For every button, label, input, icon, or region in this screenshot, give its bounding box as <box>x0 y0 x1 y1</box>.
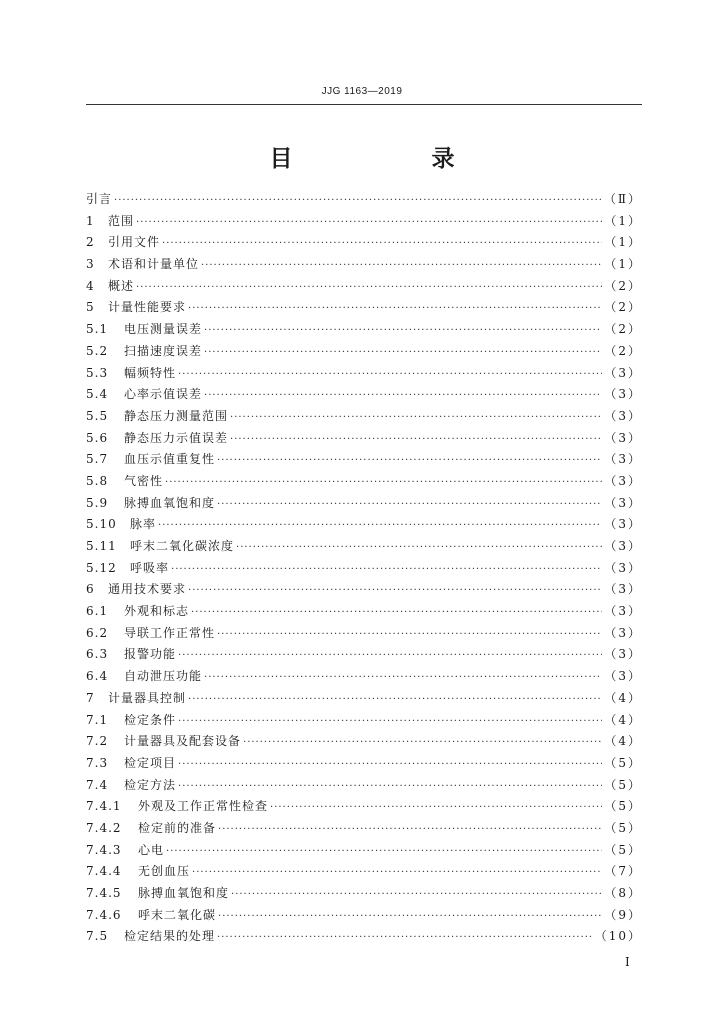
toc-entry-label: 引言 <box>86 192 113 206</box>
toc-leader-dots <box>204 325 602 336</box>
table-of-contents <box>86 190 642 949</box>
header-divider <box>86 104 642 105</box>
toc-entry-page: （3） <box>604 517 642 532</box>
toc-entry-number: 5.4 <box>86 387 109 402</box>
toc-entry-label: 外观和标志 <box>124 604 190 619</box>
toc-entry-page: （7） <box>604 864 642 879</box>
toc-entry[interactable] <box>86 645 642 667</box>
toc-leader-dots <box>231 889 602 900</box>
toc-entry-label: 检定方法 <box>124 777 177 792</box>
toc-entry-label: 心率示值误差 <box>124 387 203 402</box>
toc-entry-label: 外观及工作正常性检查 <box>138 799 269 814</box>
toc-entry[interactable] <box>86 754 642 776</box>
toc-leader-dots <box>158 520 602 531</box>
toc-entry-label: 幅频特性 <box>124 365 177 380</box>
toc-entry-number: 5.6 <box>86 430 109 445</box>
toc-entry-page: （1） <box>604 257 642 272</box>
toc-entry-page: （9） <box>604 907 642 922</box>
toc-entry-number: 7.4.4 <box>86 864 122 879</box>
toc-leader-dots <box>217 629 602 640</box>
toc-entry-label: 呼末二氧化碳浓度 <box>130 539 235 553</box>
toc-entry-number: 5.3 <box>86 365 109 380</box>
toc-entry-number: 7.4.3 <box>86 842 122 857</box>
toc-entry-page: （3） <box>604 582 642 597</box>
toc-leader-dots <box>217 932 593 943</box>
toc-entry[interactable] <box>86 429 642 451</box>
toc-entry-number: 6.3 <box>86 647 109 662</box>
toc-entry-label: 检定前的准备 <box>138 820 217 835</box>
toc-entry-page: （Ⅱ） <box>603 192 642 206</box>
toc-entry-label: 计量器具及配套设备 <box>124 734 242 749</box>
toc-entry-page: （5） <box>604 820 642 835</box>
toc-entry-page: （3） <box>604 452 642 467</box>
toc-entry[interactable] <box>86 841 642 863</box>
toc-entry[interactable] <box>86 580 642 602</box>
toc-entry-label: 检定结果的处理 <box>124 929 216 944</box>
toc-entry[interactable] <box>86 776 642 798</box>
toc-entry[interactable] <box>86 732 642 754</box>
toc-entry-page: （3） <box>604 539 642 553</box>
toc-entry-page: （2） <box>604 343 642 358</box>
toc-entry-label: 心电 <box>138 842 165 857</box>
toc-entry-label: 概述 <box>108 278 135 293</box>
toc-leader-dots <box>192 867 602 878</box>
toc-entry-page: （3） <box>604 669 642 684</box>
toc-entry-page: （5） <box>604 799 642 814</box>
toc-entry[interactable] <box>86 407 642 429</box>
toc-entry-number: 3 <box>86 257 95 272</box>
toc-leader-dots <box>204 390 602 401</box>
toc-entry-page: （3） <box>604 647 642 662</box>
toc-entry[interactable] <box>86 212 642 234</box>
toc-leader-dots <box>204 347 602 358</box>
toc-leader-dots <box>178 650 602 661</box>
toc-leader-dots <box>166 846 602 857</box>
toc-leader-dots <box>230 412 602 423</box>
toc-entry-number: 7.4.2 <box>86 820 122 835</box>
toc-entry-page: （5） <box>604 755 642 770</box>
toc-entry-label: 静态压力示值误差 <box>124 430 229 445</box>
toc-entry-label: 通用技术要求 <box>108 582 187 597</box>
toc-entry-label: 扫描速度误差 <box>124 343 203 358</box>
toc-entry[interactable] <box>86 255 642 277</box>
toc-entry[interactable] <box>86 537 642 559</box>
toc-leader-dots <box>236 542 602 553</box>
toc-entry[interactable] <box>86 364 642 386</box>
toc-leader-dots <box>270 802 602 813</box>
toc-leader-dots <box>188 303 602 314</box>
toc-entry-number: 7.5 <box>86 929 109 944</box>
toc-leader-dots <box>178 369 602 380</box>
toc-entry[interactable] <box>86 342 642 364</box>
toc-entry[interactable] <box>86 277 642 299</box>
toc-leader-dots <box>218 911 602 922</box>
toc-entry-number: 5.2 <box>86 343 109 358</box>
toc-entry-page: （3） <box>604 560 642 575</box>
toc-entry-label: 计量器具控制 <box>108 690 187 705</box>
toc-leader-dots <box>201 260 602 271</box>
toc-leader-dots <box>217 455 602 466</box>
toc-entry-number: 7.4.1 <box>86 799 122 814</box>
toc-entry[interactable] <box>86 385 642 407</box>
toc-leader-dots <box>114 195 602 206</box>
toc-entry-label: 脉搏血氧饱和度 <box>124 495 216 510</box>
toc-entry[interactable] <box>86 472 642 494</box>
toc-leader-dots <box>178 781 602 792</box>
page-title: 目 录 <box>269 145 513 172</box>
toc-entry[interactable] <box>86 515 642 537</box>
toc-entry[interactable] <box>86 450 642 472</box>
toc-entry-number: 7.4.6 <box>86 907 122 922</box>
toc-entry[interactable] <box>86 494 642 516</box>
toc-entry-page: （3） <box>604 365 642 380</box>
toc-entry-page: （4） <box>604 690 642 705</box>
toc-entry-page: （2） <box>604 300 642 315</box>
toc-entry-label: 静态压力测量范围 <box>124 408 229 423</box>
toc-entry-number: 5.8 <box>86 473 109 488</box>
toc-entry[interactable] <box>86 797 642 819</box>
toc-entry[interactable] <box>86 689 642 711</box>
toc-entry-number: 5.7 <box>86 452 109 467</box>
toc-entry[interactable] <box>86 190 642 212</box>
toc-entry[interactable] <box>86 298 642 320</box>
toc-entry-number: 7.4 <box>86 777 109 792</box>
toc-entry-number: 5.12 <box>86 560 117 575</box>
toc-entry-page: （3） <box>604 387 642 402</box>
toc-entry-page: （1） <box>604 213 642 228</box>
toc-entry-number: 6.2 <box>86 625 109 640</box>
toc-entry-page: （10） <box>594 929 642 944</box>
toc-leader-dots <box>243 737 602 748</box>
toc-entry-label: 无创血压 <box>138 864 191 879</box>
toc-leader-dots <box>136 217 602 228</box>
toc-entry-number: 5.11 <box>86 539 117 553</box>
toc-leader-dots <box>178 716 602 727</box>
toc-entry-page: （3） <box>604 430 642 445</box>
page-number: Ⅰ <box>625 955 630 969</box>
toc-entry[interactable] <box>86 559 642 581</box>
toc-entry-label: 电压测量误差 <box>124 322 203 337</box>
toc-entry-number: 5.5 <box>86 408 109 423</box>
toc-entry-page: （4） <box>604 734 642 749</box>
toc-leader-dots <box>191 607 602 618</box>
toc-leader-dots <box>178 759 602 770</box>
toc-leader-dots <box>136 282 602 293</box>
toc-entry-page: （3） <box>604 473 642 488</box>
toc-entry[interactable] <box>86 927 642 949</box>
toc-entry-number: 5 <box>86 300 95 315</box>
toc-entry-label: 报警功能 <box>124 647 177 662</box>
toc-leader-dots <box>230 434 602 445</box>
toc-entry-number: 6.1 <box>86 604 109 619</box>
toc-entry-number: 7.4.5 <box>86 886 122 900</box>
toc-entry-page: （8） <box>604 886 642 900</box>
toc-entry-number: 7.3 <box>86 755 109 770</box>
toc-entry[interactable] <box>86 233 642 255</box>
toc-entry[interactable] <box>86 667 642 689</box>
toc-entry-label: 引用文件 <box>108 235 161 250</box>
toc-leader-dots <box>165 477 602 488</box>
toc-entry[interactable] <box>86 624 642 646</box>
toc-entry-number: 5.10 <box>86 517 117 532</box>
toc-entry-number: 2 <box>86 235 95 250</box>
toc-entry-label: 术语和计量单位 <box>108 257 200 272</box>
toc-entry[interactable] <box>86 906 642 928</box>
toc-leader-dots <box>218 824 602 835</box>
toc-leader-dots <box>188 585 602 596</box>
toc-entry[interactable] <box>86 862 642 884</box>
toc-entry-page: （5） <box>604 777 642 792</box>
toc-entry-number: 6.4 <box>86 669 109 684</box>
toc-entry-label: 脉率 <box>130 517 157 532</box>
toc-entry-number: 7 <box>86 690 95 705</box>
toc-entry-page: （3） <box>604 495 642 510</box>
toc-entry[interactable] <box>86 320 642 342</box>
toc-entry-page: （3） <box>604 604 642 619</box>
toc-entry-number: 5.9 <box>86 495 109 510</box>
toc-leader-dots <box>171 564 602 575</box>
toc-entry-number: 1 <box>86 213 95 228</box>
toc-entry-label: 呼吸率 <box>130 560 170 575</box>
toc-entry-label: 导联工作正常性 <box>124 625 216 640</box>
toc-leader-dots <box>217 499 602 510</box>
toc-entry[interactable] <box>86 819 642 841</box>
toc-entry-page: （3） <box>604 408 642 423</box>
toc-entry[interactable] <box>86 711 642 733</box>
toc-entry-page: （5） <box>604 842 642 857</box>
toc-entry-number: 7.1 <box>86 712 109 727</box>
toc-entry-label: 血压示值重复性 <box>124 452 216 467</box>
toc-leader-dots <box>204 672 602 683</box>
toc-entry-label: 范围 <box>108 213 135 228</box>
toc-entry-page: （1） <box>604 235 642 250</box>
toc-entry-label: 脉搏血氧饱和度 <box>138 886 230 900</box>
toc-entry-label: 气密性 <box>124 473 164 488</box>
standard-code-header: JJG 1163—2019 <box>321 86 403 97</box>
toc-entry-number: 7.2 <box>86 734 109 749</box>
toc-leader-dots <box>162 238 602 249</box>
toc-entry-label: 呼末二氧化碳 <box>138 907 217 922</box>
toc-entry-label: 检定条件 <box>124 712 177 727</box>
toc-entry-page: （3） <box>604 625 642 640</box>
toc-leader-dots <box>188 694 602 705</box>
toc-entry-number: 4 <box>86 278 95 293</box>
toc-entry-page: （2） <box>604 278 642 293</box>
toc-entry-page: （4） <box>604 712 642 727</box>
toc-entry-page: （2） <box>604 322 642 337</box>
toc-entry[interactable] <box>86 602 642 624</box>
toc-entry-label: 检定项目 <box>124 755 177 770</box>
toc-entry-number: 5.1 <box>86 322 109 337</box>
toc-entry-label: 计量性能要求 <box>108 300 187 315</box>
toc-entry-label: 自动泄压功能 <box>124 669 203 684</box>
toc-entry[interactable] <box>86 884 642 906</box>
toc-entry-number: 6 <box>86 582 95 597</box>
